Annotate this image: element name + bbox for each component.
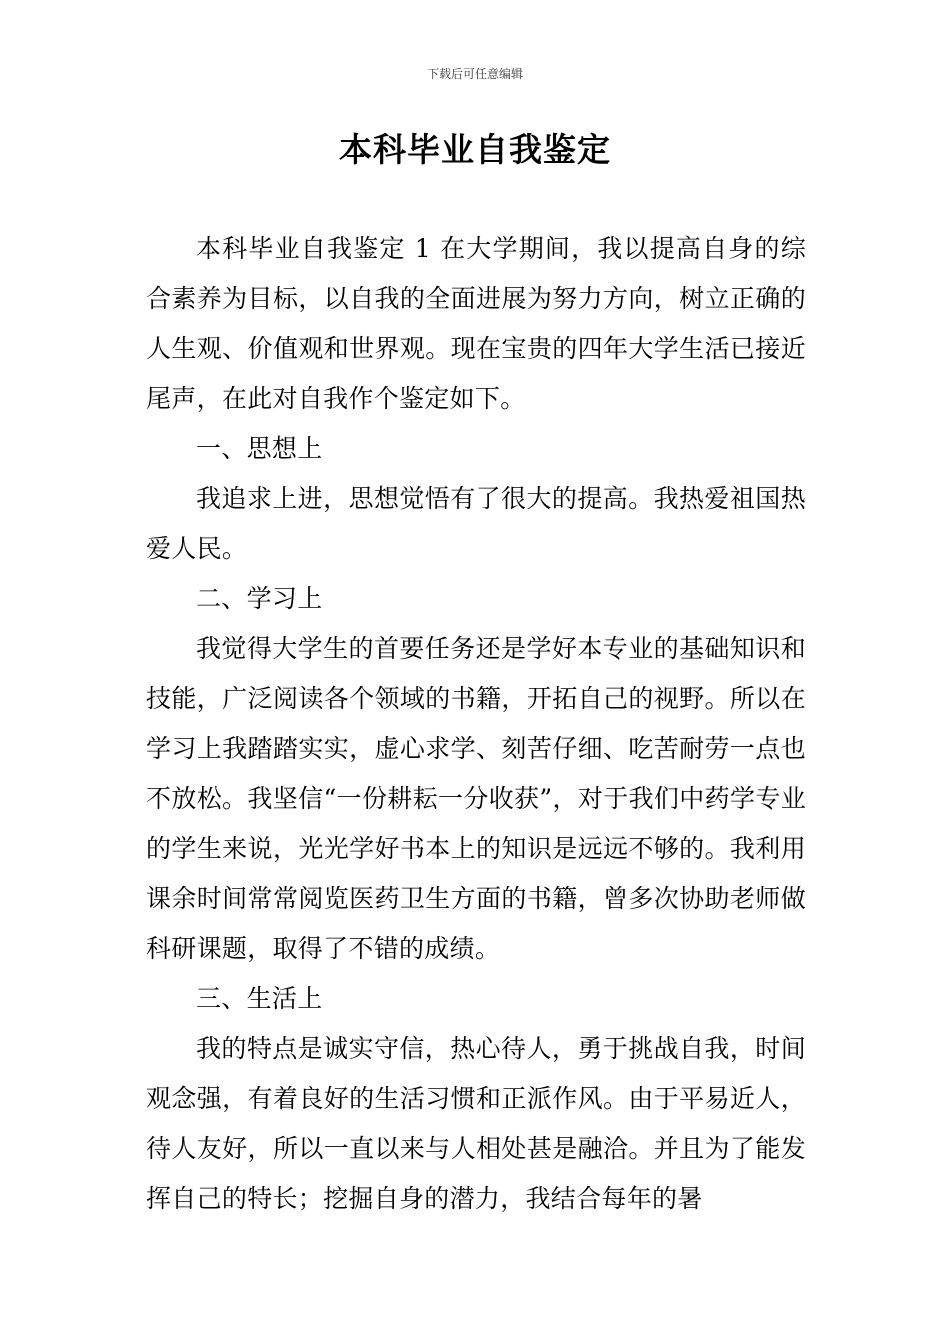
section-heading-study: 二、学习上	[196, 584, 323, 613]
document-body	[146, 224, 806, 1224]
section-heading-thought: 一、思想上	[196, 434, 323, 463]
document-title: 本科毕业自我鉴定	[339, 130, 611, 169]
header-note: 下载后可任意编辑	[426, 67, 523, 81]
paragraph-study: 我觉得大学生的首要任务还是学好本专业的基础知识和技能，广泛阅读各个领域的书籍，开拓自己的视野。所以在学习上我踏踏实实，虚心求学、刻苦仔细、吃苦耐劳一点也不放松。我坚信“一份耕耘一分收获”，对于我们中药学专业的学生来说，光光学好书本上的知识是远远不够的。我利用课余时间常常阅览医药卫生方面的书籍，曾多次协助老师做科研课题，取得了不错的成绩。	[146, 634, 806, 963]
section-heading-life: 三、生活上	[196, 984, 323, 1013]
paragraph-thought: 我追求上进，思想觉悟有了很大的提高。我热爱祖国热爱人民。	[146, 484, 806, 563]
paragraph-intro: 本科毕业自我鉴定 1 在大学期间，我以提高自身的综合素养为目标，以自我的全面进展为努力方向，树立正确的人生观、价值观和世界观。现在宝贵的四年大学生活已接近尾声，在此对自我作个鉴定如下。	[146, 234, 806, 413]
paragraph-life: 我的特点是诚实守信，热心待人，勇于挑战自我，时间观念强，有着良好的生活习惯和正派作风。由于平易近人，待人友好，所以一直以来与人相处甚是融洽。并且为了能发挥自己的特长；挖掘自身的潜力，我结合每年的暑	[146, 1034, 806, 1213]
